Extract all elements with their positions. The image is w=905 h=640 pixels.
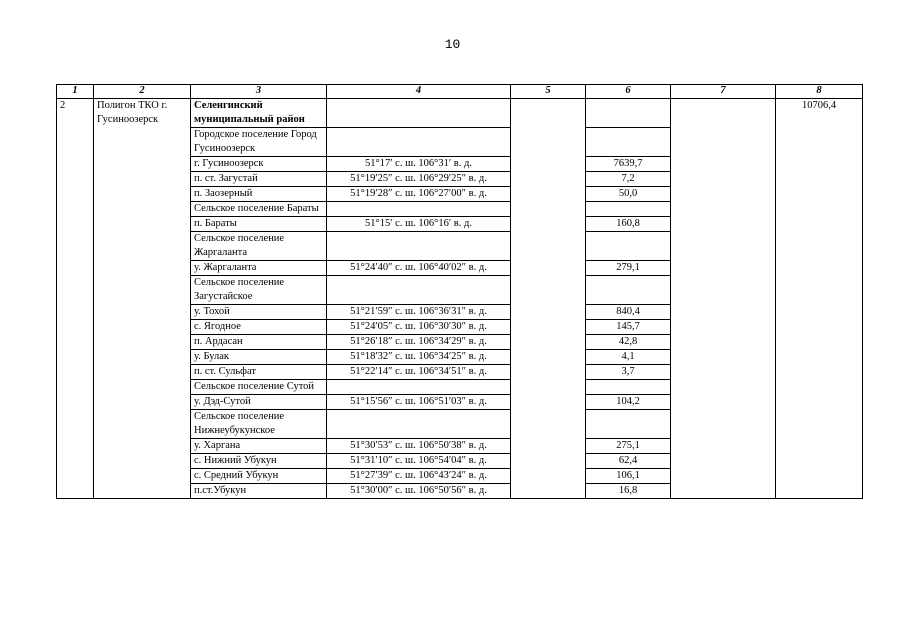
column-header: 7 [671, 85, 776, 99]
coordinates-cell: 51°15′56″ с. ш. 106°51′03″ в. д. [327, 395, 511, 410]
population-value: 275,1 [586, 439, 671, 454]
column-header: 4 [327, 85, 511, 99]
population-value: 7,2 [586, 172, 671, 187]
population-value [586, 202, 671, 217]
settlement-name: у. Харгана [191, 439, 327, 454]
column-header: 5 [511, 85, 586, 99]
settlements-table [56, 84, 863, 499]
population-value: 160,8 [586, 217, 671, 232]
coordinates-cell [327, 99, 511, 128]
population-value [586, 410, 671, 439]
coordinates-cell: 51°30′53″ с. ш. 106°50′38″ в. д. [327, 439, 511, 454]
coordinates-cell: 51°21′59″ с. ш. 106°36′31″ в. д. [327, 305, 511, 320]
population-value [586, 380, 671, 395]
coordinates-cell [327, 380, 511, 395]
settlement-name: Сельское поселение Загустайское [191, 276, 327, 305]
population-value [586, 232, 671, 261]
coordinates-cell: 51°19′28″ с. ш. 106°27′00″ в. д. [327, 187, 511, 202]
coordinates-cell: 51°19′25″ с. ш. 106°29′25″ в. д. [327, 172, 511, 187]
settlement-name: у. Жаргаланта [191, 261, 327, 276]
table-row [57, 99, 863, 128]
settlement-name: Городское поселение Город Гусиноозерск [191, 128, 327, 157]
settlement-name: п. Бараты [191, 217, 327, 232]
coordinates-cell [327, 276, 511, 305]
population-value: 145,7 [586, 320, 671, 335]
settlement-name: у. Тохой [191, 305, 327, 320]
population-value: 279,1 [586, 261, 671, 276]
settlement-name: п. Ардасан [191, 335, 327, 350]
settlement-name: Сельское поселение Жаргаланта [191, 232, 327, 261]
population-value [586, 276, 671, 305]
population-value: 42,8 [586, 335, 671, 350]
settlement-name: Селенгинский муниципальный район [191, 99, 327, 128]
coordinates-cell [327, 128, 511, 157]
population-value [586, 128, 671, 157]
object-name: Полигон ТКО г. Гусиноозерск [94, 99, 191, 499]
entry-number: 2 [57, 99, 94, 499]
coordinates-cell: 51°30′00″ с. ш. 106°50′56″ в. д. [327, 484, 511, 499]
settlement-name: п.ст.Убукун [191, 484, 327, 499]
page-number: 10 [444, 37, 461, 52]
population-value: 104,2 [586, 395, 671, 410]
coordinates-cell [327, 232, 511, 261]
population-value: 62,4 [586, 454, 671, 469]
coordinates-cell: 51°22′14″ с. ш. 106°34′51″ в. д. [327, 365, 511, 380]
coordinates-cell: 51°24′40″ с. ш. 106°40′02″ в. д. [327, 261, 511, 276]
column-header: 1 [57, 85, 94, 99]
settlement-name: Сельское поселение Бараты [191, 202, 327, 217]
coordinates-cell [327, 410, 511, 439]
column-header: 6 [586, 85, 671, 99]
settlement-name: у. Дэд-Сутой [191, 395, 327, 410]
population-value: 3,7 [586, 365, 671, 380]
settlement-name: п. ст. Загустай [191, 172, 327, 187]
population-value: 4,1 [586, 350, 671, 365]
population-value: 106,1 [586, 469, 671, 484]
settlement-name: с. Ягодное [191, 320, 327, 335]
coordinates-cell: 51°26′18″ с. ш. 106°34′29″ в. д. [327, 335, 511, 350]
settlement-name: Сельское поселение Нижнеубукунское [191, 410, 327, 439]
settlement-name: г. Гусиноозерск [191, 157, 327, 172]
column-header: 2 [94, 85, 191, 99]
coordinates-cell: 51°24′05″ с. ш. 106°30′30″ в. д. [327, 320, 511, 335]
coordinates-cell: 51°15′ с. ш. 106°16′ в. д. [327, 217, 511, 232]
coordinates-cell: 51°17′ с. ш. 106°31′ в. д. [327, 157, 511, 172]
total-value: 10706,4 [776, 99, 863, 499]
settlement-name: у. Булак [191, 350, 327, 365]
population-value: 7639,7 [586, 157, 671, 172]
coordinates-cell [327, 202, 511, 217]
population-value: 50,0 [586, 187, 671, 202]
population-value [586, 99, 671, 128]
header-row [57, 85, 863, 99]
coordinates-cell: 51°18′32″ с. ш. 106°34′25″ в. д. [327, 350, 511, 365]
population-value: 16,8 [586, 484, 671, 499]
column-header: 3 [191, 85, 327, 99]
settlement-name: п. ст. Сульфат [191, 365, 327, 380]
settlement-name: п. Заозерный [191, 187, 327, 202]
settlement-name: Сельское поселение Сутой [191, 380, 327, 395]
coordinates-cell: 51°31′10″ с. ш. 106°54′04″ в. д. [327, 454, 511, 469]
settlement-name: с. Средний Убукун [191, 469, 327, 484]
settlement-name: с. Нижний Убукун [191, 454, 327, 469]
column-header: 8 [776, 85, 863, 99]
population-value: 840,4 [586, 305, 671, 320]
column-5-cell [511, 99, 586, 499]
coordinates-cell: 51°27′39″ с. ш. 106°43′24″ в. д. [327, 469, 511, 484]
column-7-cell [671, 99, 776, 499]
